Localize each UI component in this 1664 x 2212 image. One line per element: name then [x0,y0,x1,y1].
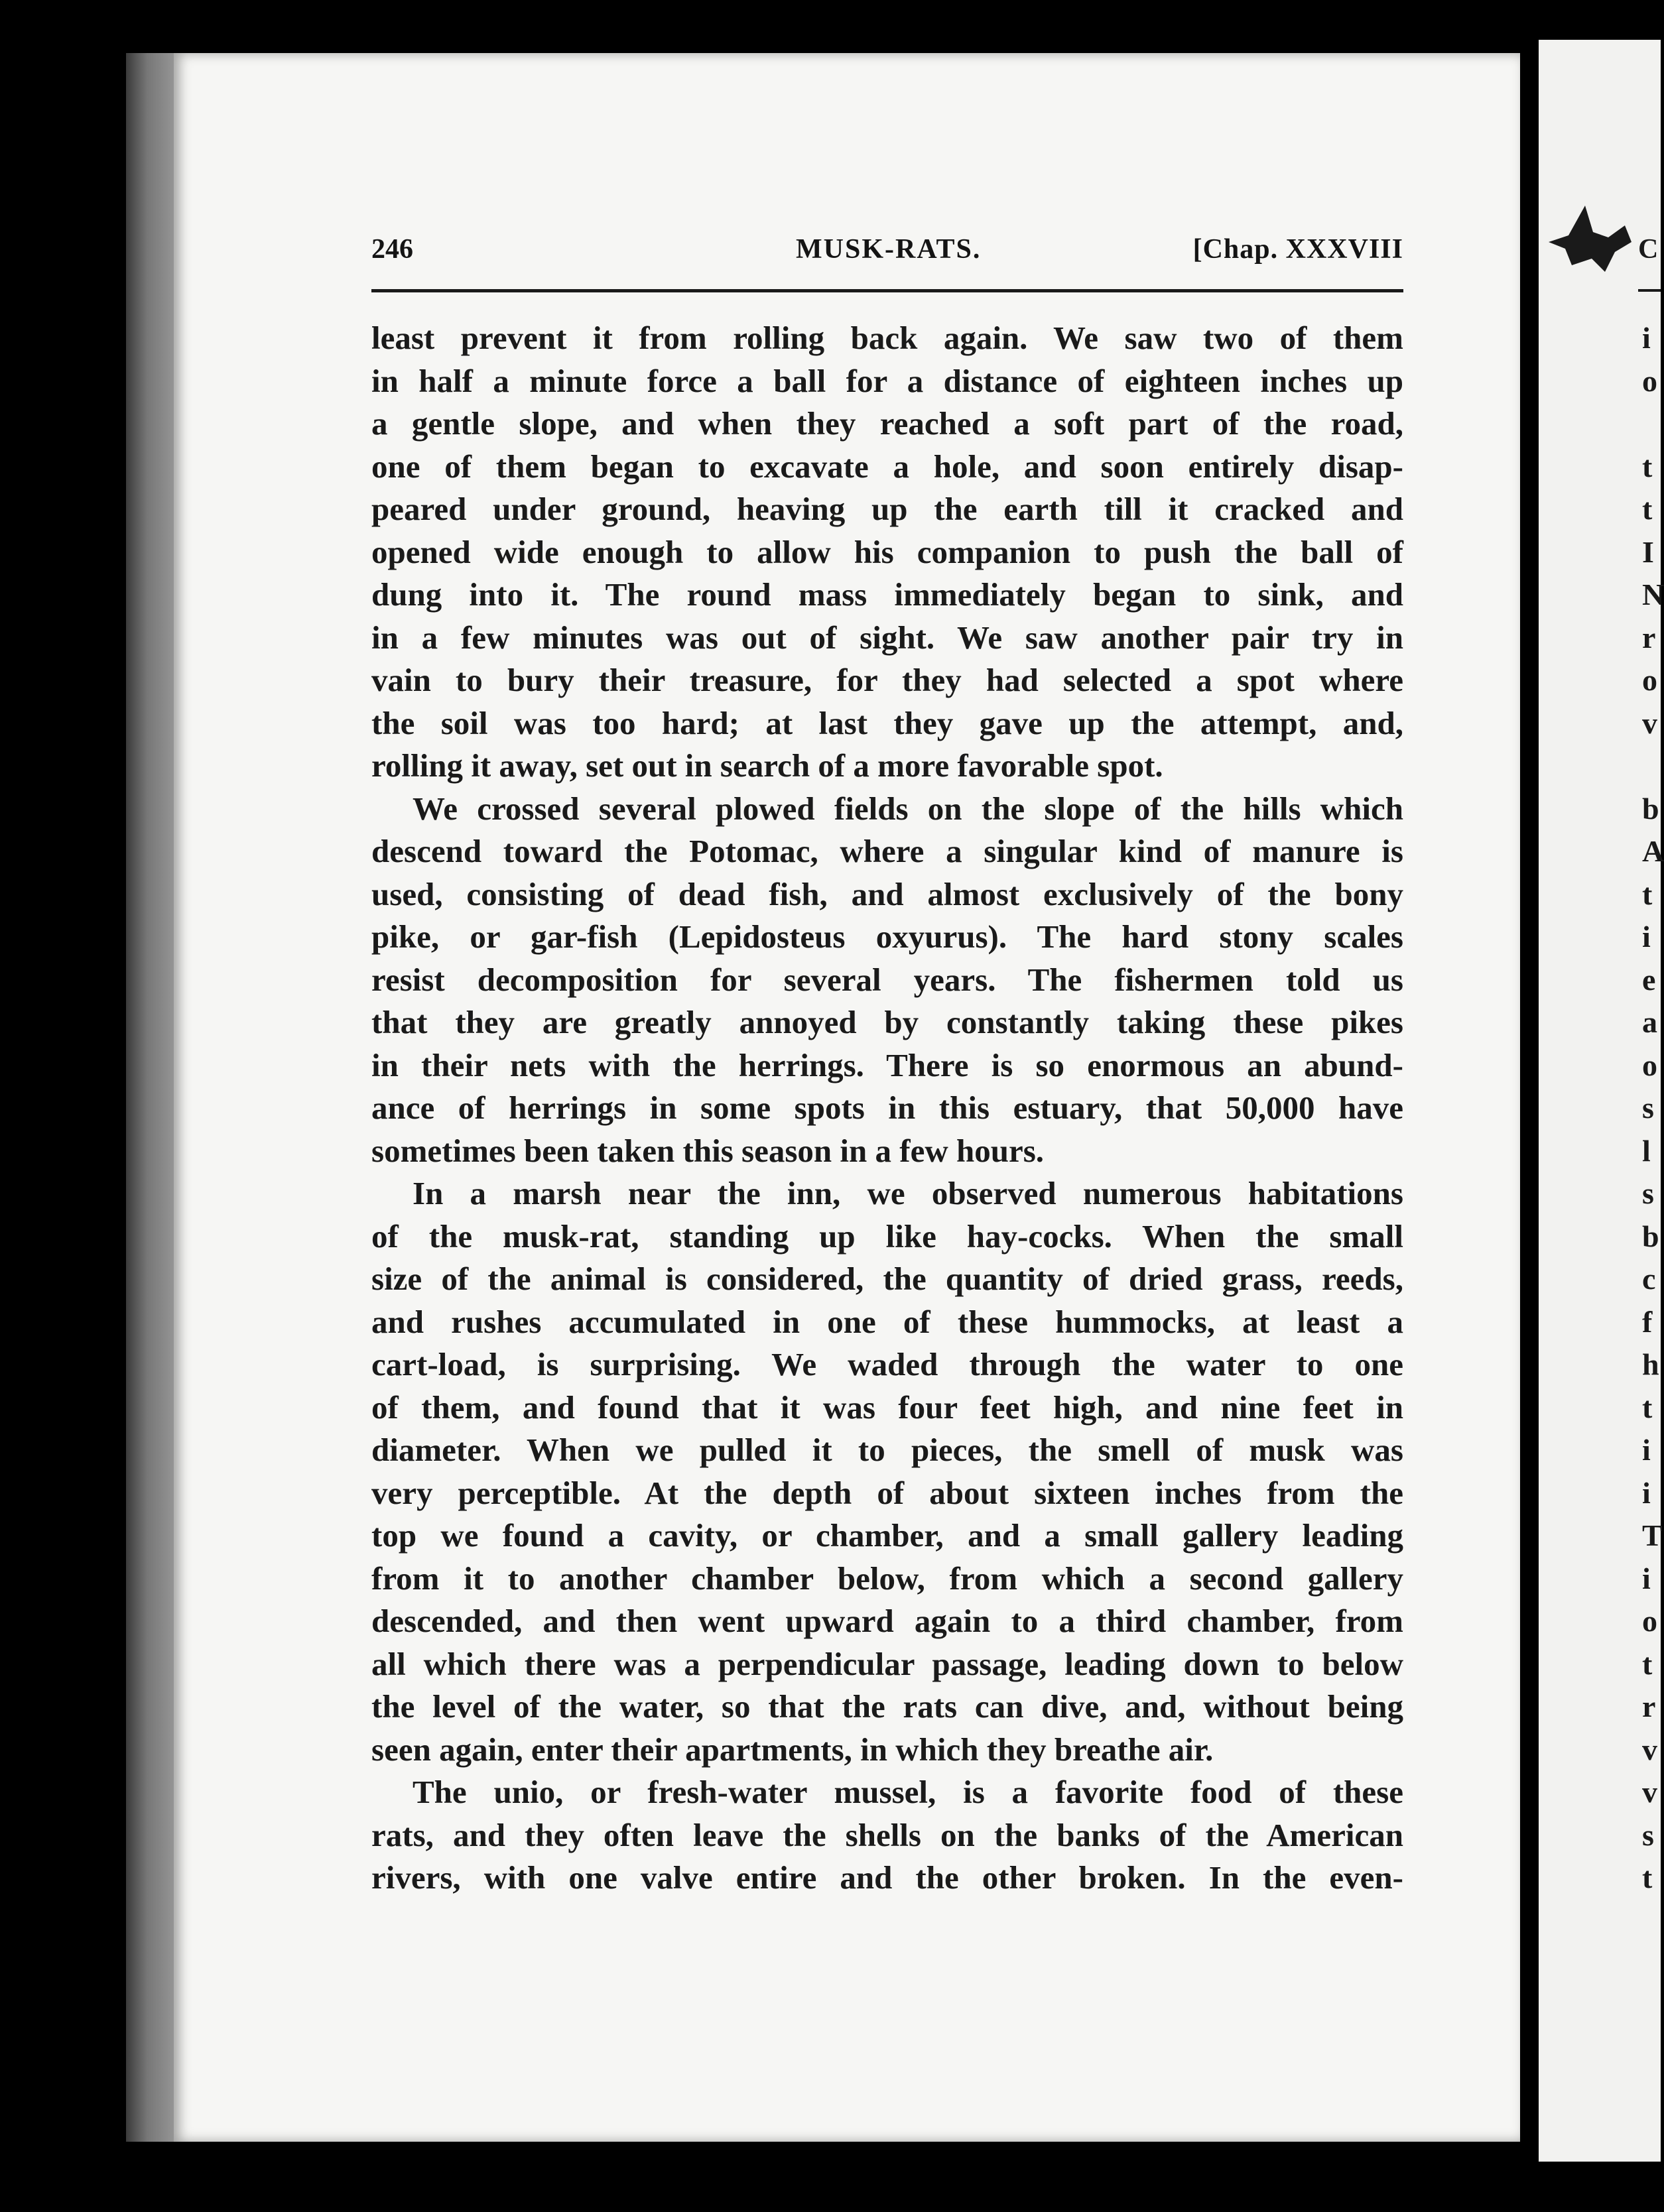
fragment: o [1642,663,1657,697]
fragment: h [1642,1347,1659,1381]
text-line: in their nets with the herrings. There is so enormous an abund- [371,1046,1403,1083]
text-line: sometimes been taken this season in a few hours. [371,1132,1045,1169]
text-line: in half a minute force a ball for a distance of eighteen inches up [371,362,1403,399]
fragment: o [1642,1048,1657,1082]
fragment: b [1642,791,1659,826]
text-line: diameter. When we pulled it to pieces, the smell of musk was [371,1432,1403,1468]
fragment: l [1642,1133,1651,1168]
fragment: c [1642,1262,1656,1296]
fragment: T [1642,1518,1663,1552]
fragment: s [1642,1176,1654,1210]
binding-gutter-left [126,53,179,2142]
fragment: v [1642,1732,1657,1766]
fragment: t [1642,449,1653,483]
text-line: top we found a cavity, or chamber, and a small gallery leading [371,1517,1403,1554]
fragment: A [1642,834,1664,868]
header-rule [371,289,1403,292]
text-line: size of the animal is considered, the quantity of dried grass, reeds, [371,1260,1403,1297]
fragment: N [1642,578,1664,611]
running-header [371,233,1403,273]
page-number: 246 [371,234,413,265]
fragment: o [1642,363,1657,398]
fragment: b [1642,1219,1659,1253]
text-line: and rushes accumulated in one of these hummocks, at least a [371,1303,1403,1340]
fragment: o [1642,1604,1657,1638]
fragment: I [1642,534,1654,569]
fragment: a [1642,1005,1657,1039]
fragment: i [1642,920,1651,953]
text-line: least prevent it from rolling back again. We saw two of them [371,320,1403,356]
ink-blot [1545,206,1638,278]
fragment: s [1642,1091,1654,1125]
text-line: all which there was a perpendicular passage, leading down to below [371,1645,1403,1682]
text-line: very perceptible. At the depth of about sixteen inches from the [371,1474,1403,1511]
fragment [1642,402,1661,446]
fragment: t [1642,1390,1653,1424]
text-line: a gentle slope, and when they reached a soft part of the road, [371,405,1403,442]
text-line: pike, or gar-fish (Lepidosteus oxyurus). The hard stony scales [371,918,1403,955]
text-line: used, consisting of dead fish, and almost exclusively of the bony [371,875,1403,912]
text-line: one of them began to excavate a hole, and soon entirely disap- [371,448,1403,485]
text-line: of the musk-rat, standing up like hay-cocks. When the small [371,1217,1403,1255]
fragment: t [1642,1861,1653,1894]
fragment: v [1642,1775,1657,1809]
fragment: r [1642,620,1656,654]
fragment: v [1642,706,1657,740]
text-line: ance of herrings in some spots in this estuary, that 50,000 have [371,1089,1403,1126]
text-line: in a few minutes was out of sight. We saw another pair try in [371,619,1403,656]
text-line: cart-load, is surprising. We waded through the water to one [371,1346,1403,1382]
fragment: t [1642,1646,1653,1681]
text-line: We crossed several plowed fields on the slope of the hills which [413,790,1403,827]
fragment: t [1642,492,1653,526]
text-line: of them, and found that it was four feet high, and nine feet in [371,1388,1403,1426]
text-line: descended, and then went upward again to a third chamber, from [371,1603,1403,1639]
text-line: rats, and they often leave the shells on the banks of the American [371,1816,1403,1853]
text-line: In a marsh near the inn, we observed numerous habitations [413,1175,1403,1211]
text-line: rolling it away, set out in search of a more favorable spot. [371,747,1163,784]
binding-gutter-right [1520,40,1539,2162]
facing-page-text-fragments [1642,317,1664,1900]
text-line: seen again, enter their apartments, in which they breathe air. [371,1731,1214,1768]
fragment: f [1642,1304,1653,1339]
fragment: i [1642,1433,1651,1467]
facing-page-rule [1638,289,1661,292]
text-line: that they are greatly annoyed by constantly taking these pikes [371,1004,1403,1040]
text-line: the level of the water, so that the rats can dive, and, without being [371,1688,1403,1725]
fragment: e [1642,962,1656,997]
body-text [371,317,1403,1900]
text-line: dung into it. The round mass immediately began to sink, and [371,576,1403,613]
fragment [1642,745,1661,788]
running-title: MUSK-RATS. [796,234,982,265]
text-line: descend toward the Potomac, where a singular kind of manure is [371,833,1403,869]
text-line: peared under ground, heaving up the earth till it cracked and [371,491,1403,527]
facing-page-header-fragment: C [1638,234,1659,265]
fragment: r [1642,1690,1656,1723]
fragment: i [1642,1475,1651,1510]
text-line: opened wide enough to allow his companion to push the ball of [371,533,1403,570]
text-line: vain to bury their treasure, for they had selected a spot where [371,662,1403,698]
text-line: rivers, with one valve entire and the other broken. In the even- [371,1859,1403,1896]
text-line: The unio, or fresh-water mussel, is a favorite food of these [413,1774,1403,1810]
fragment: t [1642,877,1653,911]
text-line: the soil was too hard; at last they gave up the attempt, and, [371,704,1403,741]
fragment: s [1642,1817,1654,1852]
fragment: i [1642,321,1651,355]
text-line: resist decomposition for several years. The fishermen told us [371,961,1403,998]
text-line: from it to another chamber below, from which a second gallery [371,1560,1403,1597]
fragment: i [1642,1561,1651,1595]
chapter-label: [Chap. XXXVIII [1192,234,1403,265]
